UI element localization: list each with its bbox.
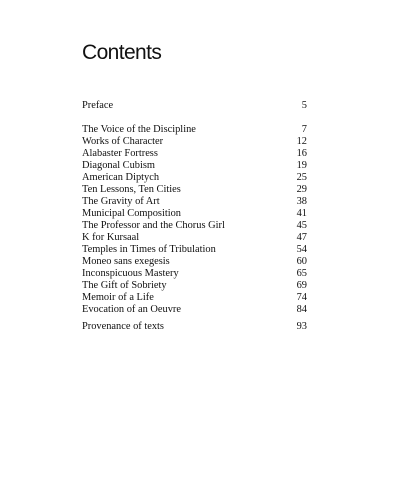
toc-entry-title: The Voice of the Discipline bbox=[82, 124, 196, 135]
toc-entry-page-number: 54 bbox=[296, 244, 307, 255]
toc-entry-title: Temples in Times of Tribulation bbox=[82, 244, 216, 255]
toc-entry-title: Municipal Composition bbox=[82, 208, 182, 219]
toc-chapters bbox=[82, 124, 307, 316]
toc-entry bbox=[82, 124, 307, 136]
toc-entry bbox=[82, 208, 307, 220]
toc-entry bbox=[82, 244, 307, 256]
toc-entry-title: The Professor and the Chorus Girl bbox=[82, 220, 225, 231]
toc-entry bbox=[82, 172, 307, 184]
toc-entry-title: Ten Lessons, Ten Cities bbox=[82, 184, 181, 195]
toc-entry-page-number: 45 bbox=[296, 220, 307, 231]
toc-entry bbox=[82, 280, 307, 292]
toc-entry-title: Moneo sans exegesis bbox=[82, 256, 170, 267]
toc-entry bbox=[82, 148, 307, 160]
toc-entry-page-number: 7 bbox=[301, 124, 307, 135]
toc-entry bbox=[82, 100, 307, 112]
toc-entry bbox=[82, 292, 307, 304]
toc-entry bbox=[82, 220, 307, 232]
toc-entry-page-number: 69 bbox=[296, 280, 307, 291]
toc-entry bbox=[82, 268, 307, 280]
page-title: Contents bbox=[82, 41, 162, 64]
toc-entry-page-number: 5 bbox=[301, 100, 307, 111]
toc-front-matter bbox=[82, 100, 307, 112]
toc-entry bbox=[82, 256, 307, 268]
toc-entry bbox=[82, 304, 307, 316]
toc-entry-title: Diagonal Cubism bbox=[82, 160, 156, 171]
toc-entry-title: American Diptych bbox=[82, 172, 160, 183]
toc-entry-page-number: 19 bbox=[296, 160, 307, 171]
toc-entry-title: Preface bbox=[82, 100, 114, 111]
toc-entry-page-number: 93 bbox=[296, 321, 307, 332]
toc-entry-page-number: 84 bbox=[296, 304, 307, 315]
toc-back-matter bbox=[82, 321, 307, 333]
toc-entry bbox=[82, 232, 307, 244]
toc-entry-page-number: 74 bbox=[296, 292, 307, 303]
toc-entry-page-number: 47 bbox=[296, 232, 307, 243]
toc-entry-title: The Gravity of Art bbox=[82, 196, 160, 207]
toc-entry-page-number: 16 bbox=[296, 148, 307, 159]
toc-entry-title: Evocation of an Oeuvre bbox=[82, 304, 181, 315]
toc-entry-title: Inconspicuous Mastery bbox=[82, 268, 179, 279]
toc-entry-page-number: 12 bbox=[296, 136, 307, 147]
toc-entry-title: Alabaster Fortress bbox=[82, 148, 158, 159]
toc-entry bbox=[82, 321, 307, 333]
toc-entry-title: Provenance of texts bbox=[82, 321, 164, 332]
toc-entry-title: K for Kursaal bbox=[82, 232, 140, 243]
toc-entry-page-number: 38 bbox=[296, 196, 307, 207]
toc-entry bbox=[82, 160, 307, 172]
toc-entry-page-number: 41 bbox=[296, 208, 307, 219]
toc-entry-page-number: 25 bbox=[296, 172, 307, 183]
toc-entry-title: Memoir of a Life bbox=[82, 292, 154, 303]
toc-entry-page-number: 29 bbox=[296, 184, 307, 195]
toc-entry-title: The Gift of Sobriety bbox=[82, 280, 167, 291]
toc-entry bbox=[82, 196, 307, 208]
toc-entry-page-number: 65 bbox=[296, 268, 307, 279]
toc-entry bbox=[82, 184, 307, 196]
toc-entry bbox=[82, 136, 307, 148]
toc-entry-title: Works of Character bbox=[82, 136, 164, 147]
toc-entry-page-number: 60 bbox=[296, 256, 307, 267]
